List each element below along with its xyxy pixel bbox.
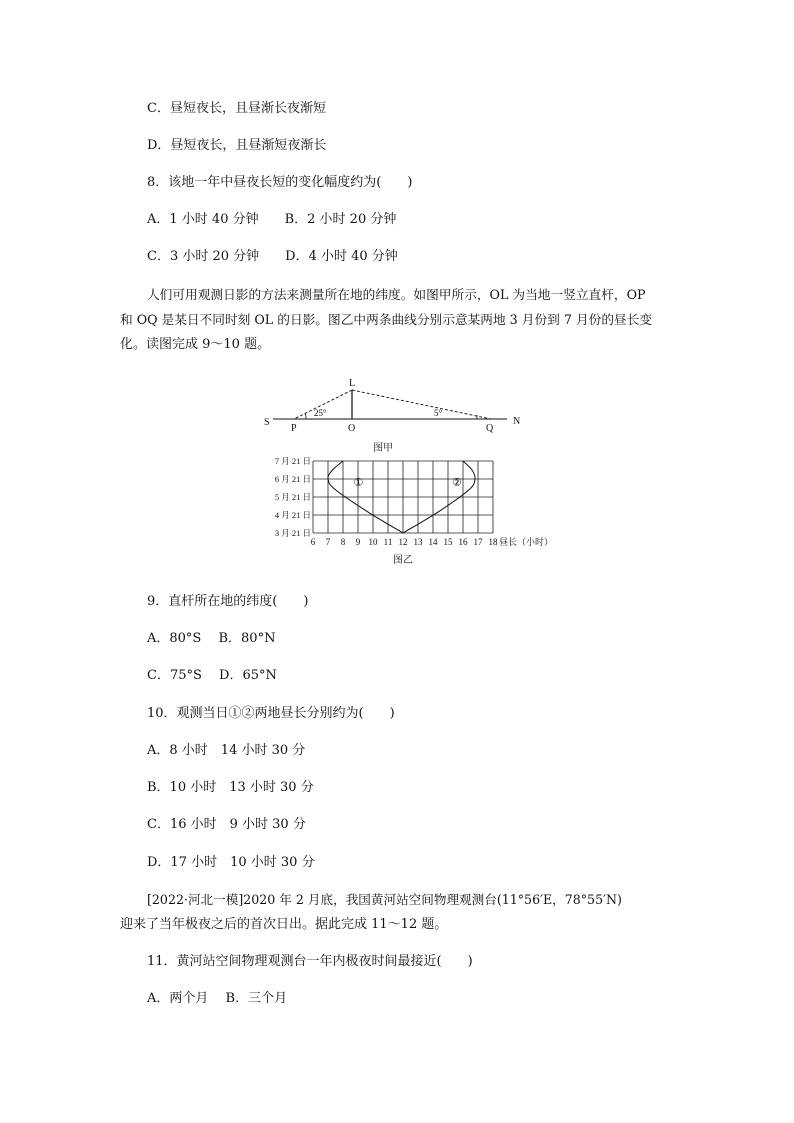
curve-1-label: ①	[353, 477, 364, 490]
y-tick-label: 5 月 21 日	[274, 492, 311, 502]
y-tick-label: 4 月 21 日	[274, 510, 311, 520]
figure-b-chart	[262, 457, 572, 569]
q9-stem: 9．直杆所在地的纬度( )	[147, 594, 309, 609]
angle-left-label: 25°	[314, 408, 327, 418]
figure-a-diagram	[255, 370, 535, 458]
q7-option-d: D．昼短夜长，且昼渐短夜渐长	[147, 138, 327, 153]
q10-option-c: C．16 小时 9 小时 30 分	[147, 817, 306, 832]
x-tick-label: 14	[428, 537, 438, 547]
y-tick-label: 7 月 21 日	[274, 457, 311, 466]
q11-options-ab: A．两个月 B．三个月	[147, 991, 288, 1006]
label-q: Q	[486, 423, 494, 434]
x-tick-label: 9	[355, 537, 361, 547]
label-o: O	[348, 423, 356, 434]
q9-options-ab: A．80°S B．80°N	[147, 631, 276, 646]
figure-b-caption: 图乙	[393, 555, 413, 566]
angle-right-label: 5°	[434, 408, 443, 418]
angle-arc-left	[305, 413, 306, 419]
q11-stem: 11．黄河站空间物理观测台一年内极夜时间最接近( )	[147, 954, 473, 969]
label-s: S	[264, 417, 270, 428]
sun-ray-right	[352, 390, 491, 419]
passage1-line1: 人们可用观测日影的方法来测量所在地的纬度。如图甲所示，OL 为当地一竖立直杆，OP	[147, 287, 646, 302]
x-tick-label: 16	[458, 537, 468, 547]
x-tick-label: 8	[340, 537, 346, 547]
q9-options-cd: C．75°S D．65°N	[147, 668, 277, 683]
passage1-line2: 和 OQ 是某日不同时刻 OL 的日影。图乙中两条曲线分别示意某两地 3 月份到 7 月份的昼长变	[120, 312, 653, 327]
x-tick-label: 12	[398, 537, 408, 547]
y-tick-label: 3 月 21 日	[274, 528, 311, 538]
q10-stem: 10．观测当日①②两地昼长分别约为( )	[147, 706, 395, 721]
curve-2-label: ②	[452, 477, 462, 490]
passage2-line2: 迎来了当年极夜之后的首次日出。据此完成 11～12 题。	[120, 917, 448, 932]
q7-option-c: C．昼短夜长，且昼渐长夜渐短	[147, 101, 326, 116]
figure-a-caption: 图甲	[373, 443, 393, 454]
q8-options-cd: C．3 小时 20 分钟 D．4 小时 40 分钟	[147, 249, 398, 264]
label-n: N	[513, 416, 521, 427]
x-tick-label: 18	[488, 537, 498, 547]
passage1-line3: 化。读图完成 9～10 题。	[120, 337, 271, 352]
q8-options-ab: A．1 小时 40 分钟 B．2 小时 20 分钟	[147, 212, 397, 227]
x-tick-label: 17	[473, 537, 483, 547]
label-p: P	[291, 423, 297, 434]
x-tick-label: 6	[310, 537, 316, 547]
x-tick-label: 7	[325, 537, 331, 547]
label-l: L	[349, 378, 356, 389]
q8-stem: 8．该地一年中昼夜长短的变化幅度约为( )	[147, 175, 413, 190]
y-tick-label: 6 月 21 日	[274, 474, 311, 484]
q10-option-a: A．8 小时 14 小时 30 分	[147, 743, 306, 758]
x-tick-label: 11	[383, 537, 393, 547]
q10-option-b: B．10 小时 13 小时 30 分	[147, 780, 314, 795]
passage2-line1: [2022·河北一模]2020 年 2 月底，我国黄河站空间物理观测台(11°56′E，78°55′N)	[147, 892, 622, 907]
q10-option-d: D．17 小时 10 小时 30 分	[147, 855, 315, 870]
x-tick-label: 15	[443, 537, 453, 547]
x-tick-label: 13	[413, 537, 423, 547]
x-tick-label: 10	[368, 537, 378, 547]
x-axis-title: 昼长（小时）	[499, 537, 554, 547]
